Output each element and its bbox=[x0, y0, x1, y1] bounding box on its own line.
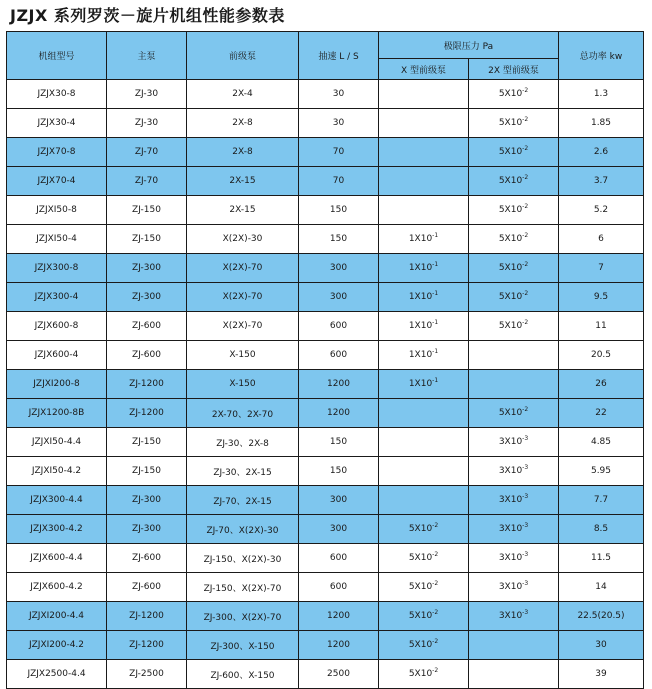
pressure-base: 5X10 bbox=[498, 205, 523, 215]
page-title: JZJX 系列罗茨－旋片机组性能参数表 bbox=[10, 6, 285, 25]
pressure-exponent: -2 bbox=[432, 551, 439, 558]
cell-main-pump: ZJ-300 bbox=[107, 515, 187, 544]
cell-model: JZJXI50-4.2 bbox=[7, 457, 107, 486]
cell-2x-pressure bbox=[469, 341, 559, 370]
cell-main-pump: ZJ-1200 bbox=[107, 631, 187, 660]
cell-main-pump: ZJ-300 bbox=[107, 486, 187, 515]
cell-x-pressure bbox=[379, 196, 469, 225]
cell-main-pump: ZJ-1200 bbox=[107, 370, 187, 399]
cell-fore-pump: 2X-70、2X-70 bbox=[187, 399, 299, 428]
cell-speed: 70 bbox=[299, 138, 379, 167]
cell-x-pressure bbox=[379, 312, 469, 341]
cell-speed: 1200 bbox=[299, 399, 379, 428]
header-ultimate-pressure: 极限压力 Pa bbox=[379, 32, 559, 59]
pressure-exponent: -2 bbox=[522, 232, 529, 239]
pressure-exponent: -2 bbox=[522, 116, 529, 123]
pressure-base: 1X10 bbox=[408, 321, 433, 331]
pressure-base: 5X10 bbox=[498, 147, 523, 157]
pressure-base: 5X10 bbox=[408, 611, 433, 621]
cell-x-pressure bbox=[379, 602, 469, 631]
cell-power: 6 bbox=[559, 225, 644, 254]
cell-main-pump: ZJ-300 bbox=[107, 254, 187, 283]
cell-speed: 300 bbox=[299, 254, 379, 283]
pressure-base: 5X10 bbox=[408, 640, 433, 650]
table-row bbox=[7, 515, 644, 544]
cell-x-pressure bbox=[379, 254, 469, 283]
cell-power: 5.2 bbox=[559, 196, 644, 225]
header-main-pump: 主泵 bbox=[107, 32, 187, 80]
pressure-exponent: -2 bbox=[522, 174, 529, 181]
pressure-base: 3X10 bbox=[498, 611, 523, 621]
cell-fore-pump: ZJ-300、X-150 bbox=[187, 631, 299, 660]
cell-model: JZJXI200-4.4 bbox=[7, 602, 107, 631]
cell-power: 3.7 bbox=[559, 167, 644, 196]
cell-power: 22 bbox=[559, 399, 644, 428]
cell-speed: 300 bbox=[299, 486, 379, 515]
header-x-type: X 型前级泵 bbox=[379, 59, 469, 80]
cell-x-pressure bbox=[379, 544, 469, 573]
cell-2x-pressure bbox=[469, 660, 559, 689]
cell-2x-pressure bbox=[469, 515, 559, 544]
cell-speed: 70 bbox=[299, 167, 379, 196]
table-row bbox=[7, 602, 644, 631]
pressure-exponent: -2 bbox=[522, 319, 529, 326]
cell-2x-pressure bbox=[469, 573, 559, 602]
cell-model: JZJX600-4.2 bbox=[7, 573, 107, 602]
pressure-base: 3X10 bbox=[498, 524, 523, 534]
header-speed: 抽速 L / S bbox=[299, 32, 379, 80]
header-model: 机组型号 bbox=[7, 32, 107, 80]
table-row bbox=[7, 370, 644, 399]
cell-fore-pump: ZJ-70、2X-15 bbox=[187, 486, 299, 515]
cell-speed: 600 bbox=[299, 544, 379, 573]
cell-model: JZJXI50-8 bbox=[7, 196, 107, 225]
cell-main-pump: ZJ-600 bbox=[107, 573, 187, 602]
cell-fore-pump: 2X-4 bbox=[187, 80, 299, 109]
table-row bbox=[7, 399, 644, 428]
pressure-exponent: -2 bbox=[522, 406, 529, 413]
cell-main-pump: ZJ-150 bbox=[107, 225, 187, 254]
cell-fore-pump: 2X-15 bbox=[187, 196, 299, 225]
pressure-base: 5X10 bbox=[408, 524, 433, 534]
pressure-exponent: -1 bbox=[432, 290, 439, 297]
cell-power: 11 bbox=[559, 312, 644, 341]
cell-model: JZJXI50-4 bbox=[7, 225, 107, 254]
cell-main-pump: ZJ-1200 bbox=[107, 399, 187, 428]
cell-model: JZJX300-4.2 bbox=[7, 515, 107, 544]
cell-power: 7.7 bbox=[559, 486, 644, 515]
cell-main-pump: ZJ-2500 bbox=[107, 660, 187, 689]
cell-model: JZJX300-8 bbox=[7, 254, 107, 283]
pressure-base: 1X10 bbox=[408, 263, 433, 273]
pressure-base: 5X10 bbox=[498, 118, 523, 128]
pressure-exponent: -1 bbox=[432, 232, 439, 239]
cell-fore-pump: ZJ-30、2X-8 bbox=[187, 428, 299, 457]
cell-power: 7 bbox=[559, 254, 644, 283]
pressure-exponent: -1 bbox=[432, 319, 439, 326]
cell-2x-pressure bbox=[469, 312, 559, 341]
pressure-exponent: -3 bbox=[522, 522, 529, 529]
pressure-base: 5X10 bbox=[408, 669, 433, 679]
cell-2x-pressure bbox=[469, 225, 559, 254]
cell-main-pump: ZJ-150 bbox=[107, 457, 187, 486]
cell-power: 30 bbox=[559, 631, 644, 660]
cell-power: 1.85 bbox=[559, 109, 644, 138]
cell-model: JZJX1200-8B bbox=[7, 399, 107, 428]
cell-main-pump: ZJ-300 bbox=[107, 283, 187, 312]
pressure-base: 5X10 bbox=[498, 234, 523, 244]
cell-2x-pressure bbox=[469, 109, 559, 138]
pressure-exponent: -2 bbox=[522, 145, 529, 152]
cell-x-pressure bbox=[379, 457, 469, 486]
table-row bbox=[7, 80, 644, 109]
header-2x-type: 2X 型前级泵 bbox=[469, 59, 559, 80]
cell-model: JZJX600-4 bbox=[7, 341, 107, 370]
table-row bbox=[7, 196, 644, 225]
pressure-base: 3X10 bbox=[498, 466, 523, 476]
cell-fore-pump: 2X-8 bbox=[187, 109, 299, 138]
table-row bbox=[7, 254, 644, 283]
cell-fore-pump: X(2X)-70 bbox=[187, 283, 299, 312]
cell-fore-pump: ZJ-30、2X-15 bbox=[187, 457, 299, 486]
pressure-exponent: -2 bbox=[432, 638, 439, 645]
cell-main-pump: ZJ-600 bbox=[107, 544, 187, 573]
cell-fore-pump: X(2X)-30 bbox=[187, 225, 299, 254]
table-row bbox=[7, 631, 644, 660]
table-body bbox=[7, 80, 644, 689]
cell-2x-pressure bbox=[469, 167, 559, 196]
cell-speed: 1200 bbox=[299, 631, 379, 660]
pressure-exponent: -2 bbox=[522, 261, 529, 268]
cell-speed: 2500 bbox=[299, 660, 379, 689]
cell-main-pump: ZJ-30 bbox=[107, 109, 187, 138]
table-row bbox=[7, 428, 644, 457]
pressure-base: 5X10 bbox=[408, 582, 433, 592]
cell-power: 9.5 bbox=[559, 283, 644, 312]
pressure-exponent: -3 bbox=[522, 435, 529, 442]
pressure-base: 3X10 bbox=[498, 495, 523, 505]
cell-fore-pump: ZJ-600、X-150 bbox=[187, 660, 299, 689]
table-row bbox=[7, 312, 644, 341]
cell-main-pump: ZJ-70 bbox=[107, 138, 187, 167]
header-power: 总功率 kw bbox=[559, 32, 644, 80]
cell-model: JZJX600-8 bbox=[7, 312, 107, 341]
cell-2x-pressure bbox=[469, 370, 559, 399]
cell-2x-pressure bbox=[469, 399, 559, 428]
cell-2x-pressure bbox=[469, 138, 559, 167]
cell-speed: 1200 bbox=[299, 602, 379, 631]
cell-main-pump: ZJ-30 bbox=[107, 80, 187, 109]
cell-x-pressure bbox=[379, 399, 469, 428]
cell-fore-pump: 2X-8 bbox=[187, 138, 299, 167]
pressure-base: 1X10 bbox=[408, 234, 433, 244]
table-row bbox=[7, 109, 644, 138]
table-row bbox=[7, 138, 644, 167]
cell-x-pressure bbox=[379, 225, 469, 254]
cell-fore-pump: X-150 bbox=[187, 341, 299, 370]
cell-x-pressure bbox=[379, 515, 469, 544]
pressure-base: 3X10 bbox=[498, 437, 523, 447]
cell-model: JZJX70-8 bbox=[7, 138, 107, 167]
cell-main-pump: ZJ-70 bbox=[107, 167, 187, 196]
cell-model: JZJX30-8 bbox=[7, 80, 107, 109]
cell-2x-pressure bbox=[469, 80, 559, 109]
pressure-exponent: -2 bbox=[432, 667, 439, 674]
cell-2x-pressure bbox=[469, 283, 559, 312]
cell-model: JZJX300-4.4 bbox=[7, 486, 107, 515]
cell-2x-pressure bbox=[469, 544, 559, 573]
cell-power: 1.3 bbox=[559, 80, 644, 109]
pressure-base: 1X10 bbox=[408, 350, 433, 360]
cell-fore-pump: X(2X)-70 bbox=[187, 254, 299, 283]
cell-fore-pump: 2X-15 bbox=[187, 167, 299, 196]
cell-speed: 30 bbox=[299, 80, 379, 109]
cell-speed: 1200 bbox=[299, 370, 379, 399]
cell-power: 14 bbox=[559, 573, 644, 602]
cell-main-pump: ZJ-600 bbox=[107, 312, 187, 341]
cell-x-pressure bbox=[379, 283, 469, 312]
cell-speed: 600 bbox=[299, 312, 379, 341]
spec-table bbox=[6, 31, 644, 689]
cell-speed: 30 bbox=[299, 109, 379, 138]
cell-model: JZJXI50-4.4 bbox=[7, 428, 107, 457]
pressure-exponent: -1 bbox=[432, 348, 439, 355]
cell-x-pressure bbox=[379, 341, 469, 370]
pressure-base: 5X10 bbox=[408, 553, 433, 563]
cell-speed: 600 bbox=[299, 341, 379, 370]
cell-main-pump: ZJ-150 bbox=[107, 196, 187, 225]
cell-fore-pump: X(2X)-70 bbox=[187, 312, 299, 341]
cell-model: JZJX70-4 bbox=[7, 167, 107, 196]
cell-power: 8.5 bbox=[559, 515, 644, 544]
cell-model: JZJX2500-4.4 bbox=[7, 660, 107, 689]
pressure-exponent: -2 bbox=[522, 87, 529, 94]
cell-fore-pump: ZJ-70、X(2X)-30 bbox=[187, 515, 299, 544]
cell-x-pressure bbox=[379, 573, 469, 602]
cell-x-pressure bbox=[379, 138, 469, 167]
cell-x-pressure bbox=[379, 486, 469, 515]
pressure-exponent: -3 bbox=[522, 464, 529, 471]
pressure-exponent: -1 bbox=[432, 261, 439, 268]
cell-x-pressure bbox=[379, 80, 469, 109]
pressure-base: 1X10 bbox=[408, 292, 433, 302]
cell-main-pump: ZJ-600 bbox=[107, 341, 187, 370]
cell-fore-pump: ZJ-150、X(2X)-70 bbox=[187, 573, 299, 602]
pressure-exponent: -3 bbox=[522, 580, 529, 587]
cell-fore-pump: X-150 bbox=[187, 370, 299, 399]
cell-fore-pump: ZJ-300、X(2X)-70 bbox=[187, 602, 299, 631]
pressure-exponent: -2 bbox=[432, 522, 439, 529]
cell-model: JZJX30-4 bbox=[7, 109, 107, 138]
cell-2x-pressure bbox=[469, 457, 559, 486]
cell-x-pressure bbox=[379, 167, 469, 196]
cell-model: JZJXI200-8 bbox=[7, 370, 107, 399]
cell-power: 26 bbox=[559, 370, 644, 399]
cell-power: 39 bbox=[559, 660, 644, 689]
cell-2x-pressure bbox=[469, 254, 559, 283]
cell-power: 4.85 bbox=[559, 428, 644, 457]
cell-model: JZJX300-4 bbox=[7, 283, 107, 312]
cell-model: JZJX600-4.4 bbox=[7, 544, 107, 573]
cell-x-pressure bbox=[379, 109, 469, 138]
cell-main-pump: ZJ-150 bbox=[107, 428, 187, 457]
cell-fore-pump: ZJ-150、X(2X)-30 bbox=[187, 544, 299, 573]
cell-speed: 150 bbox=[299, 225, 379, 254]
cell-2x-pressure bbox=[469, 486, 559, 515]
table-row bbox=[7, 660, 644, 689]
cell-power: 11.5 bbox=[559, 544, 644, 573]
cell-power: 20.5 bbox=[559, 341, 644, 370]
table-row bbox=[7, 167, 644, 196]
cell-speed: 150 bbox=[299, 428, 379, 457]
cell-x-pressure bbox=[379, 660, 469, 689]
cell-2x-pressure bbox=[469, 602, 559, 631]
pressure-exponent: -3 bbox=[522, 609, 529, 616]
cell-speed: 150 bbox=[299, 196, 379, 225]
table-row bbox=[7, 457, 644, 486]
cell-2x-pressure bbox=[469, 631, 559, 660]
table-row bbox=[7, 225, 644, 254]
pressure-base: 5X10 bbox=[498, 176, 523, 186]
cell-x-pressure bbox=[379, 370, 469, 399]
cell-speed: 300 bbox=[299, 515, 379, 544]
pressure-exponent: -2 bbox=[432, 609, 439, 616]
table-row bbox=[7, 486, 644, 515]
pressure-base: 5X10 bbox=[498, 89, 523, 99]
pressure-exponent: -1 bbox=[432, 377, 439, 384]
table-row bbox=[7, 573, 644, 602]
cell-speed: 300 bbox=[299, 283, 379, 312]
cell-x-pressure bbox=[379, 631, 469, 660]
cell-speed: 150 bbox=[299, 457, 379, 486]
pressure-exponent: -3 bbox=[522, 493, 529, 500]
pressure-base: 5X10 bbox=[498, 292, 523, 302]
pressure-base: 1X10 bbox=[408, 379, 433, 389]
cell-x-pressure bbox=[379, 428, 469, 457]
table-row bbox=[7, 544, 644, 573]
cell-model: JZJXI200-4.2 bbox=[7, 631, 107, 660]
cell-2x-pressure bbox=[469, 196, 559, 225]
cell-2x-pressure bbox=[469, 428, 559, 457]
pressure-exponent: -2 bbox=[522, 203, 529, 210]
pressure-exponent: -3 bbox=[522, 551, 529, 558]
pressure-exponent: -2 bbox=[432, 580, 439, 587]
pressure-base: 5X10 bbox=[498, 321, 523, 331]
cell-speed: 600 bbox=[299, 573, 379, 602]
cell-main-pump: ZJ-1200 bbox=[107, 602, 187, 631]
pressure-base: 3X10 bbox=[498, 582, 523, 592]
table-row bbox=[7, 283, 644, 312]
cell-power: 22.5(20.5) bbox=[559, 602, 644, 631]
pressure-base: 5X10 bbox=[498, 263, 523, 273]
cell-power: 2.6 bbox=[559, 138, 644, 167]
header-fore-pump: 前级泵 bbox=[187, 32, 299, 80]
pressure-base: 5X10 bbox=[498, 408, 523, 418]
table-row bbox=[7, 341, 644, 370]
pressure-base: 3X10 bbox=[498, 553, 523, 563]
pressure-exponent: -2 bbox=[522, 290, 529, 297]
cell-power: 5.95 bbox=[559, 457, 644, 486]
